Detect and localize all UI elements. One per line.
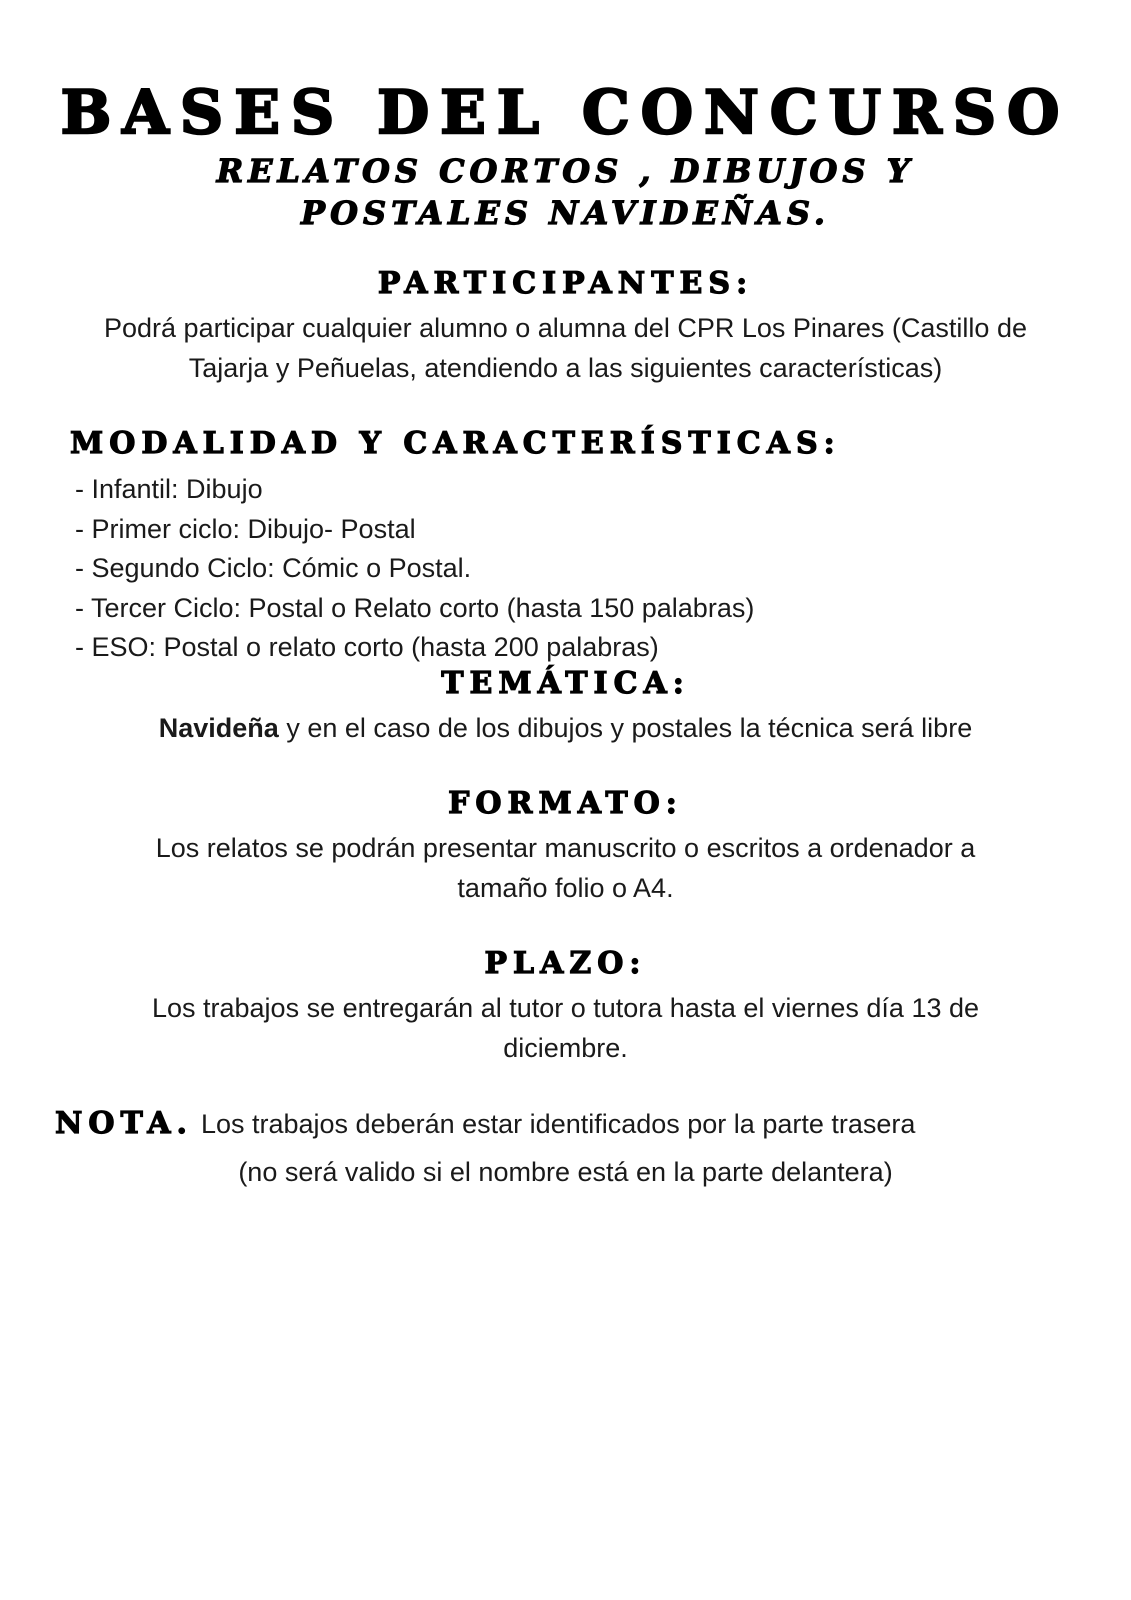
tematica-lead: Navideña <box>158 713 279 743</box>
tematica-text <box>0 708 1131 748</box>
formato-heading: FORMATO: <box>448 786 683 821</box>
list-item: - Tercer Ciclo: Postal o Relato corto (hasta 150 palabras) <box>75 592 755 623</box>
tematica-heading: TEMÁTICA: <box>441 666 690 701</box>
nota-text-line-2: (no será valido si el nombre está en la parte delantera) <box>238 1157 893 1187</box>
participantes-text-line-1: Podrá participar cualquier alumno o alumna del CPR Los Pinares (Castillo de <box>104 313 1027 343</box>
plazo-text-line-2: diciembre. <box>503 1033 628 1063</box>
subtitle-line-1: RELATOS CORTOS , DIBUJOS Y <box>216 152 915 190</box>
participantes-heading: PARTICIPANTES: <box>377 266 754 301</box>
list-item: - ESO: Postal o relato corto (hasta 200 palabras) <box>75 632 659 662</box>
list-item: - Infantil: Dibujo <box>75 474 263 504</box>
plazo-text-line-1: Los trabajos se entregarán al tutor o tutora hasta el viernes día 13 de <box>151 993 980 1023</box>
nota-text-line-1: Los trabajos deberán estar identificados por la parte trasera <box>200 1109 916 1139</box>
modalidad-heading: MODALIDAD Y CARACTERÍSTICAS: <box>70 426 841 461</box>
page-title: BASES DEL CONCURSO <box>60 78 1071 148</box>
tematica-rest: y en el caso de los dibujos y postales la técnica será libre <box>278 713 973 743</box>
subtitle-line-2: POSTALES NAVIDEÑAS. <box>301 194 830 232</box>
plazo-heading: PLAZO: <box>484 946 647 981</box>
participantes-text-line-2: Tajarja y Peñuelas, atendiendo a las siguientes características) <box>188 353 943 383</box>
modalidad-list <box>75 470 754 668</box>
list-item: - Segundo Ciclo: Cómic o Postal. <box>75 553 472 583</box>
nota-row <box>55 1106 1075 1141</box>
page-subtitle <box>0 150 1131 234</box>
nota-label: NOTA. <box>55 1106 193 1141</box>
list-item: - Primer ciclo: Dibujo- Postal <box>75 513 416 544</box>
formato-text-line-1: Los relatos se podrán presentar manuscrito o escritos a ordenador a <box>155 833 976 863</box>
formato-text-line-2: tamaño folio o A4. <box>457 873 674 903</box>
